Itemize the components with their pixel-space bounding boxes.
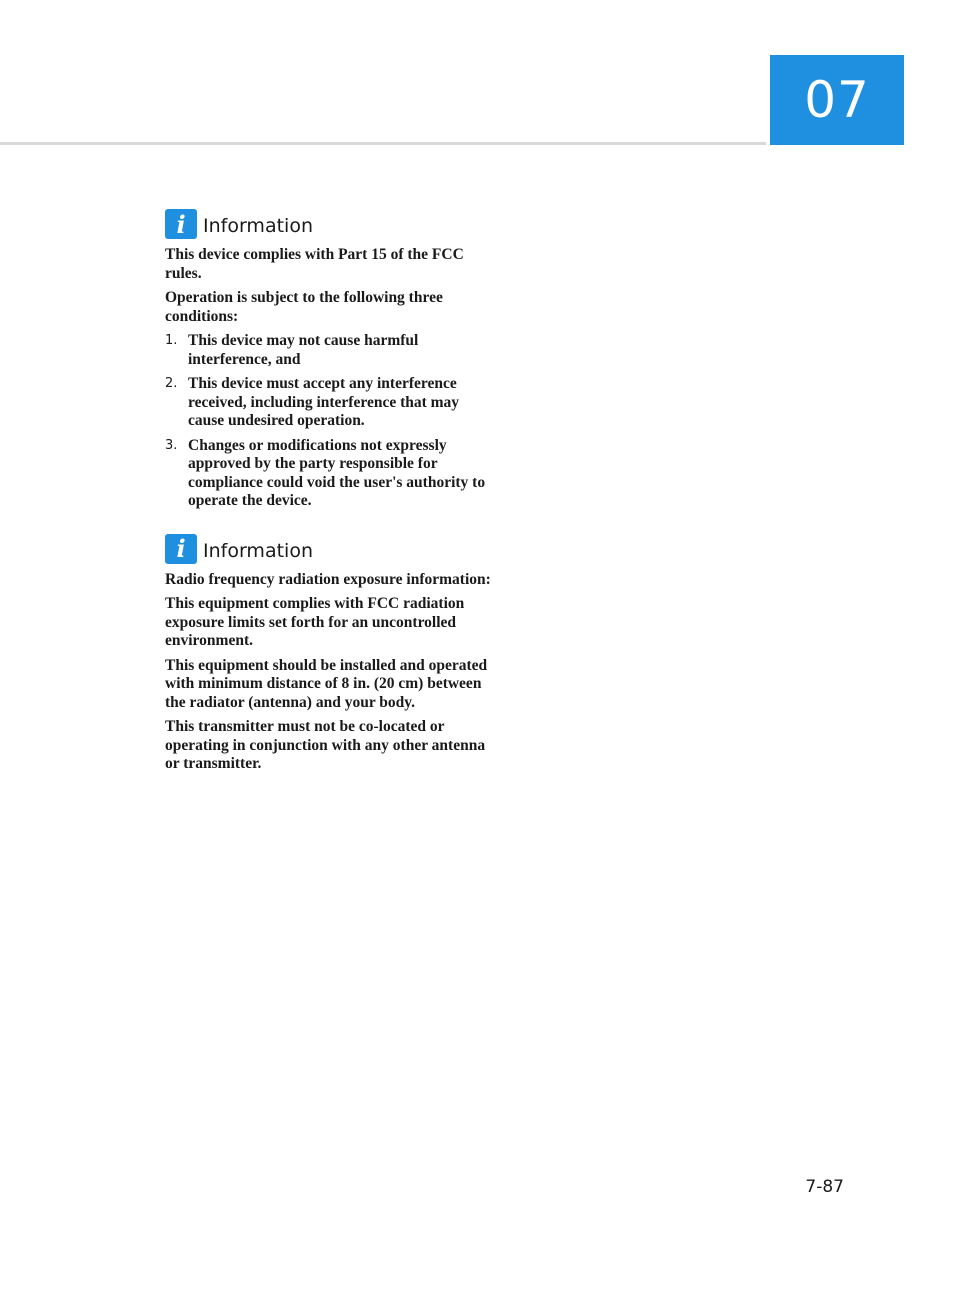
- list-item: [165, 375, 495, 431]
- list-text: This device may not cause harmful interference, and: [188, 332, 419, 368]
- header-rule: [0, 142, 766, 145]
- chapter-tab: 07: [770, 55, 904, 145]
- list-text: This device must accept any interference received, including interference that may cause undesired operation.: [188, 375, 460, 429]
- information-heading: [165, 533, 495, 565]
- paragraph: Radio frequency radiation exposure information:: [165, 570, 491, 588]
- paragraph: This equipment should be installed and operated with minimum distance of 8 in. (20 cm) between the radiator (antenna) and your body.: [165, 656, 488, 711]
- information-title: Information: [203, 215, 313, 237]
- paragraph: This device complies with Part 15 of the FCC rules.: [165, 246, 464, 282]
- list-number: 2.: [165, 376, 178, 391]
- info-icon: i: [165, 534, 197, 564]
- information-heading: [165, 208, 495, 240]
- page-number: 7-87: [805, 1177, 844, 1197]
- paragraph: This transmitter must not be co-located or operating in conjunction with any other antenna or transmitter.: [165, 718, 486, 772]
- list-number: 3.: [165, 437, 178, 453]
- list-number: 1.: [165, 333, 178, 348]
- paragraph: Operation is subject to the following three conditions:: [165, 289, 443, 325]
- list-text: Changes or modifications not expressly approved by the party responsible for compliance could void the user's authority to operate the device.: [188, 436, 486, 509]
- paragraph: This equipment complies with FCC radiation exposure limits set forth for an uncontrolled environment.: [165, 595, 465, 649]
- list-item: [165, 437, 495, 511]
- information-title: Information: [203, 539, 313, 562]
- information-section-2: [165, 533, 495, 774]
- information-section-1: [165, 208, 495, 511]
- list-item: [165, 332, 495, 369]
- info-icon: i: [165, 209, 197, 239]
- page-content: [165, 208, 495, 796]
